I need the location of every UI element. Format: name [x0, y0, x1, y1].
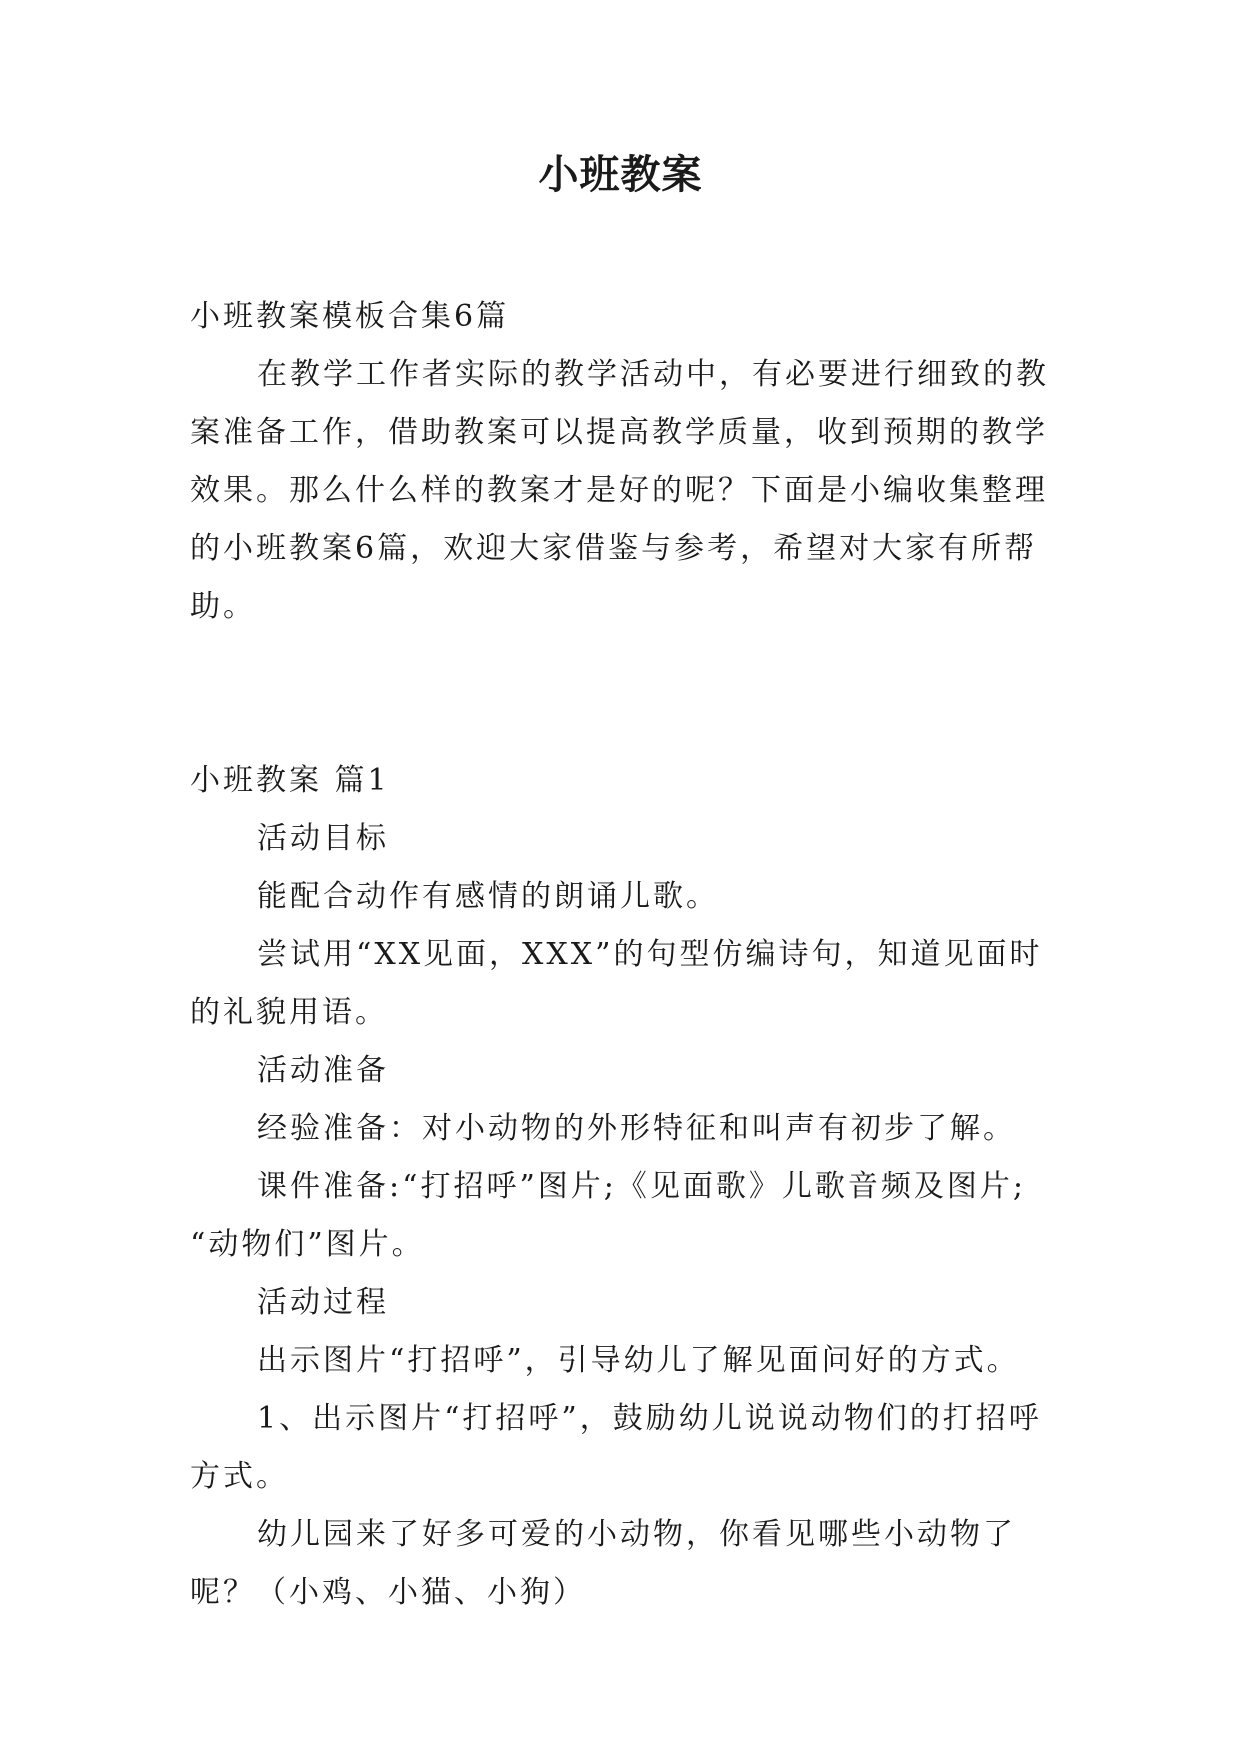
paragraph-spacer: [190, 636, 1050, 752]
section-line: 课件准备:“打招呼”图片;《见面歌》儿歌音频及图片;: [257, 1169, 1026, 1204]
document-subtitle: 小班教案模板合集6篇: [190, 299, 510, 334]
document-body: [190, 288, 1050, 1622]
intro-line: 助。: [190, 589, 256, 624]
intro-line: 案准备工作，借助教案可以提高教学质量，收到预期的教学: [190, 415, 1048, 450]
document-title: 小班教案: [538, 151, 703, 198]
intro-line: 在教学工作者实际的教学活动中，有必要进行细致的教: [257, 357, 1049, 392]
section-line: 能配合动作有感情的朗诵儿歌。: [257, 879, 719, 914]
section-line: 出示图片“打招呼”，引导幼儿了解见面问好的方式。: [257, 1343, 1020, 1378]
intro-line: 的小班教案6篇，欢迎大家借鉴与参考，希望对大家有所帮: [190, 531, 1038, 566]
intro-paragraph: [190, 346, 1050, 636]
section-line: 幼儿园来了好多可爱的小动物，你看见哪些小动物了: [257, 1517, 1016, 1552]
section-heading: 小班教案 篇1: [190, 763, 390, 798]
section-subheading: 活动准备: [257, 1053, 389, 1088]
intro-line: 效果。那么什么样的教案才是好的呢？下面是小编收集整理: [190, 473, 1048, 508]
section-subheading: 活动目标: [257, 821, 389, 856]
section-line: 呢？（小鸡、小猫、小狗）: [190, 1575, 586, 1610]
section-line: 经验准备：对小动物的外形特征和叫声有初步了解。: [257, 1111, 1016, 1146]
section-subheading: 活动过程: [257, 1285, 389, 1320]
section-line: 的礼貌用语。: [190, 995, 388, 1030]
section-line: 1、出示图片“打招呼”，鼓励幼儿说说动物们的打招呼: [257, 1401, 1042, 1436]
section-line: 尝试用“XX见面，XXX”的句型仿编诗句，知道见面时: [257, 937, 1043, 972]
section-line: 方式。: [190, 1459, 289, 1494]
section-body: [190, 810, 1050, 1622]
section-line: “动物们”图片。: [190, 1227, 425, 1262]
